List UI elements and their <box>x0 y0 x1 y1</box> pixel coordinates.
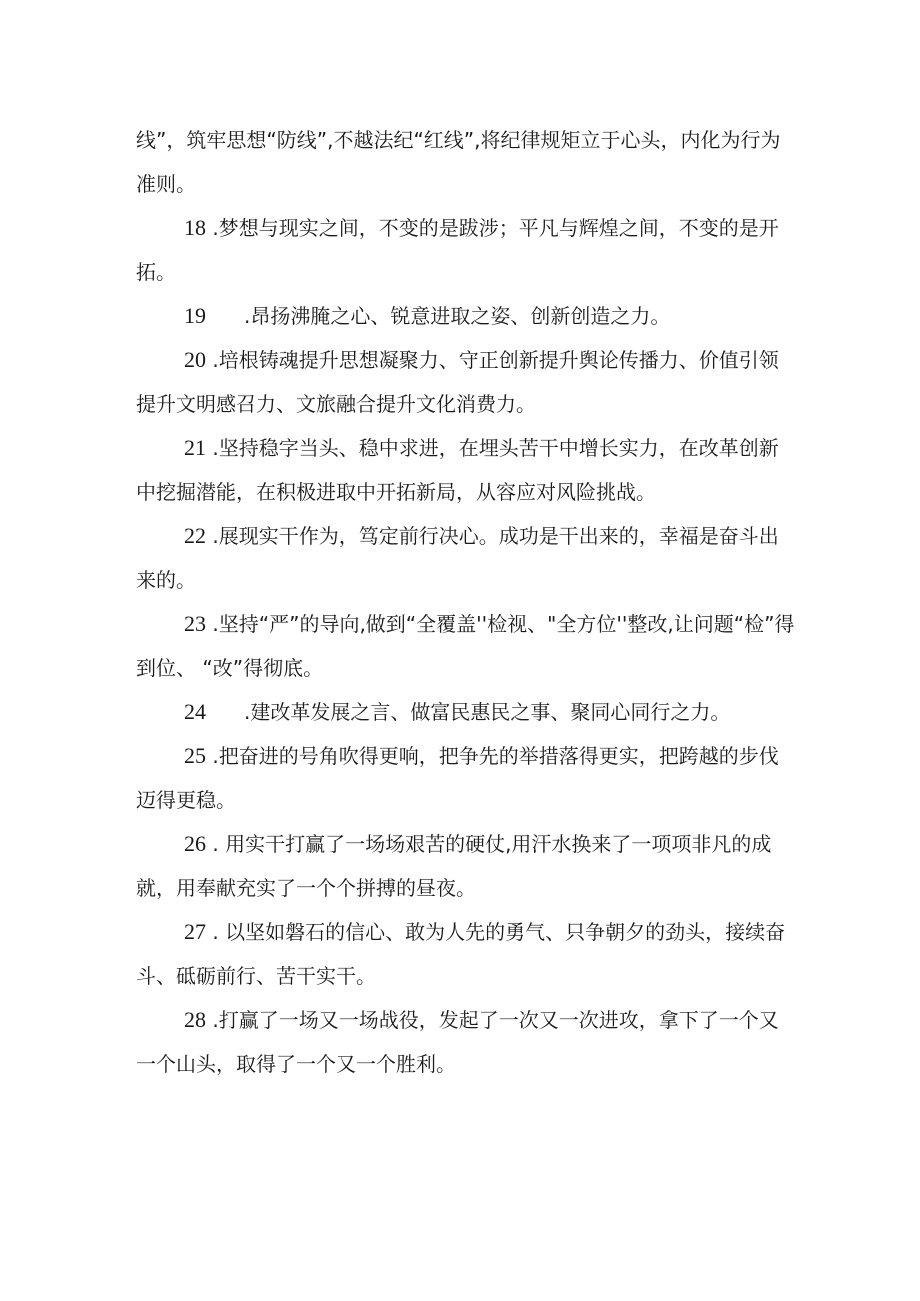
paragraph-text: .梦想与现实之间，不变的是跋涉；平凡与辉煌之间，不变的是开拓。 <box>136 216 779 284</box>
paragraph-text: .昂扬沸腌之心、锐意进取之姿、创新创造之力。 <box>244 304 671 328</box>
item-number: 21 <box>184 435 206 460</box>
item-number: 27 <box>184 919 206 944</box>
paragraph-text: .把奋进的号角吹得更响，把争先的举措落得更实，把跨越的步伐迈得更稳。 <box>136 744 779 812</box>
item-number: 23 <box>184 611 206 636</box>
paragraph-18 <box>136 206 796 294</box>
paragraph-19 <box>136 294 796 338</box>
item-number: 26 <box>184 831 206 856</box>
paragraph-continued <box>136 118 796 206</box>
paragraph-text: . 以坚如磐石的信心、敢为人先的勇气、只争朝夕的劲头，接续奋斗、砥砺前行、苦干实干。 <box>136 920 786 988</box>
paragraph-text: .坚持“严”的导向,做到“全覆盖''检视、"全方位''整改,让问题“检”得到位、 “改”得彻底。 <box>136 612 795 680</box>
paragraph-20 <box>136 338 796 426</box>
paragraph-text: .坚持稳字当头、稳中求进，在埋头苦干中增长实力，在改革创新中挖掘潜能，在积极进取中开拓新局，从容应对风险挑战。 <box>136 436 779 504</box>
item-number: 22 <box>184 523 206 548</box>
item-number: 19 <box>184 303 206 328</box>
paragraph-25 <box>136 734 796 822</box>
paragraph-23 <box>136 602 796 690</box>
paragraph-21 <box>136 426 796 514</box>
item-number: 24 <box>184 699 206 724</box>
item-number: 25 <box>184 743 206 768</box>
paragraph-text: .培根铸魂提升思想凝聚力、守正创新提升舆论传播力、价值引领提升文明感召力、文旅融合提升文化消费力。 <box>136 348 779 416</box>
paragraph-text: . 用实干打赢了一场场艰苦的硬仗,用汗水换来了一项项非凡的成就，用奉献充实了一个个拼搏的昼夜。 <box>136 832 772 900</box>
item-number: 18 <box>184 215 206 240</box>
document-body <box>136 118 796 1086</box>
paragraph-28 <box>136 998 796 1086</box>
item-number: 28 <box>184 1007 206 1032</box>
item-number: 20 <box>184 347 206 372</box>
paragraph-24 <box>136 690 796 734</box>
paragraph-22 <box>136 514 796 602</box>
paragraph-text: .展现实干作为，笃定前行决心。成功是干出来的，幸福是奋斗出来的。 <box>136 524 779 592</box>
paragraph-27 <box>136 910 796 998</box>
paragraph-text: .建改革发展之言、做富民惠民之事、聚同心同行之力。 <box>244 700 731 724</box>
paragraph-text: .打赢了一场又一场战役，发起了一次又一次进攻，拿下了一个又一个山头，取得了一个又一个胜利。 <box>136 1008 779 1076</box>
paragraph-text: 线”，筑牢思想“防线”,不越法纪“红线”,将纪律规矩立于心头，内化为行为准则。 <box>136 128 781 196</box>
paragraph-26 <box>136 822 796 910</box>
